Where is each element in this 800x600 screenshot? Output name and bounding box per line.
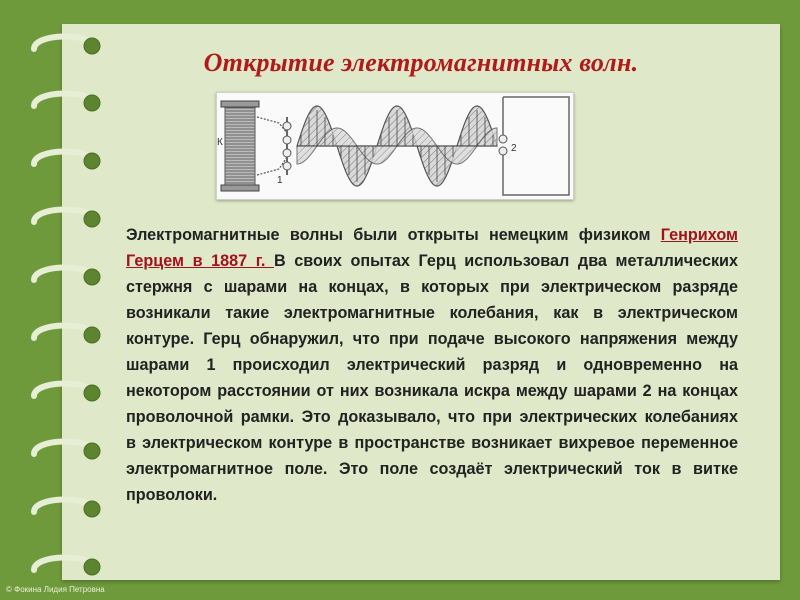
label-2: 2 (511, 143, 517, 154)
wave-illustration (217, 93, 573, 199)
binding-ring (34, 151, 100, 169)
binding-ring (34, 441, 100, 459)
hertz-link[interactable]: Генрихом Герцем в 1887 г. (126, 226, 738, 270)
binding-ring (34, 325, 100, 343)
slide-title: Открытие электромагнитных волн. (203, 48, 639, 77)
binding-ring (34, 499, 100, 517)
binding-ring (34, 383, 100, 401)
binding-ring (34, 267, 100, 285)
paragraph-text-rest: В своих опытах Герц использовал два металлических стержня с шарами на концах, в которых при электрическом разряде возникали такие электромагнитные колебания, как в электрическом контуре. Герц обнаружил, что при подаче высокого напряжения между шарами 1 происходил электрический разряд и одновременно на некотором расстоянии от них возникала искра между шарами 2 на концах проволочной рамки. Это доказывало, что при электрических колебаниях в электрическом контуре в пространстве возникает вихревое переменное электромагнитное поле. Это поле создаёт электрический ток в витке проволоки. (126, 252, 739, 504)
label-1: 1 (277, 175, 283, 186)
paragraph-text-start: Электромагнитные волны были открыты немецким физиком (126, 226, 661, 244)
binding-ring (34, 93, 100, 111)
author-credit: © Фокина Лидия Петровна (6, 585, 105, 594)
binding-ring (34, 209, 100, 227)
electromagnetic-wave (297, 106, 497, 186)
hertz-experiment-diagram (216, 92, 574, 200)
spiral-binding (0, 0, 120, 600)
induction-coil (221, 101, 259, 191)
label-k: К (217, 137, 223, 148)
body-paragraph (126, 222, 738, 508)
binding-ring (34, 557, 100, 575)
